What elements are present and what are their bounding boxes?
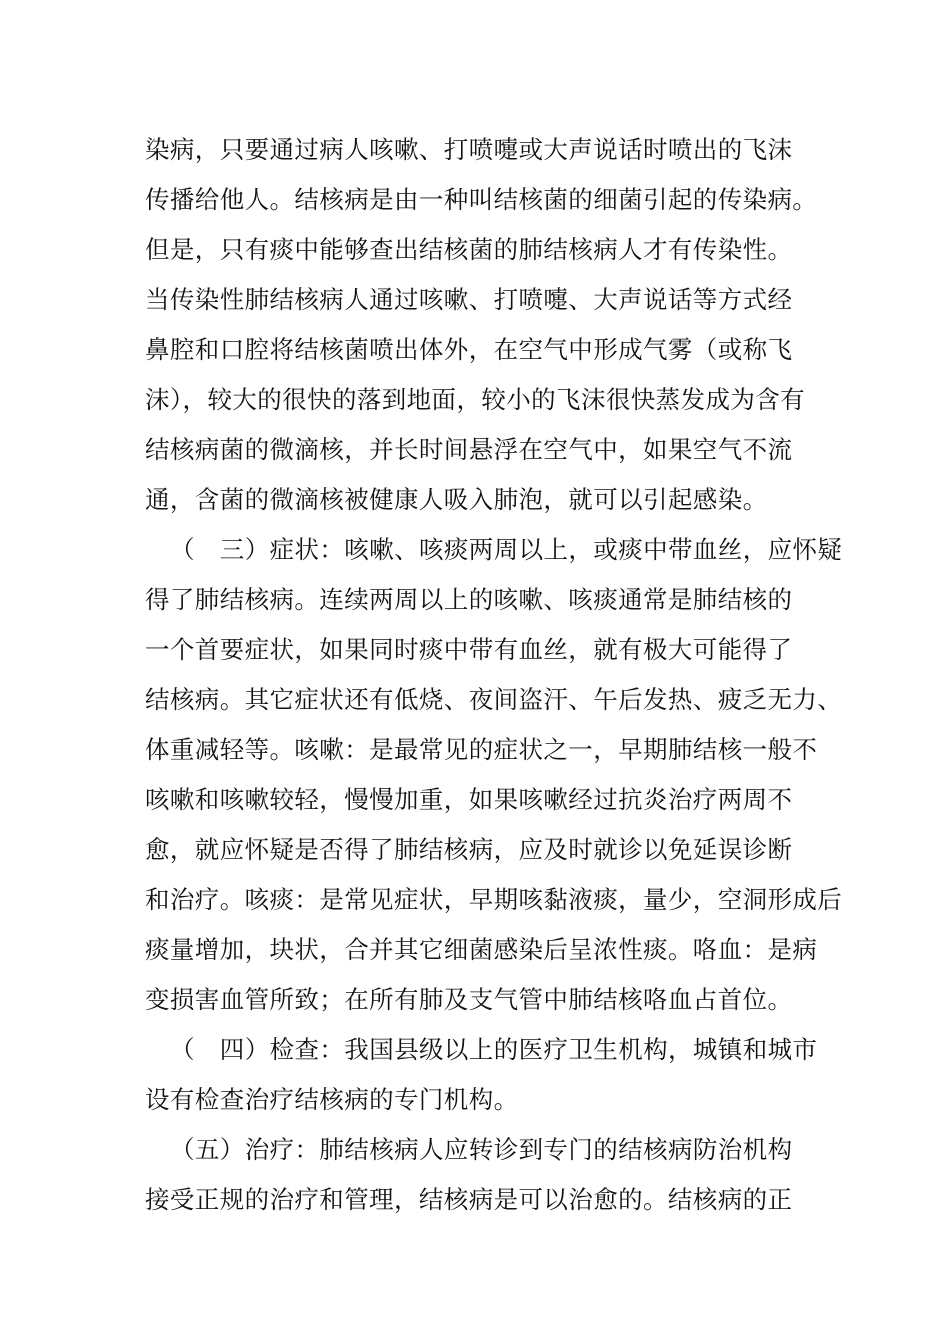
text-line-4: 当传染性肺结核病人通过咳嗽、打喷嚏、大声说话等方式经 <box>145 285 793 314</box>
text-line-18: 变损害血管所致；在所有肺及支气管中肺结核咯血占首位。 <box>145 985 793 1014</box>
text-line-3: 但是，只有痰中能够查出结核菌的肺结核病人才有传染性。 <box>145 235 793 264</box>
text-line-16: 和治疗。咳痰：是常见症状，早期咳黏液痰，量少，空洞形成后 <box>145 885 843 914</box>
text-line-14: 咳嗽和咳嗽较轻，慢慢加重，如果咳嗽经过抗炎治疗两周不 <box>145 785 793 814</box>
text-line-9: （ 三）症状：咳嗽、咳痰两周以上，或痰中带血丝，应怀疑 <box>170 535 843 564</box>
text-line-5: 鼻腔和口腔将结核菌喷出体外，在空气中形成气雾（或称飞 <box>145 335 793 364</box>
text-line-13: 体重减轻等。咳嗽：是最常见的症状之一，早期肺结核一般不 <box>145 735 818 764</box>
text-line-21: （五）治疗：肺结核病人应转诊到专门的结核病防治机构 <box>170 1135 793 1164</box>
text-line-8: 通，含菌的微滴核被健康人吸入肺泡，就可以引起感染。 <box>145 485 768 514</box>
text-line-2: 传播给他人。结核病是由一种叫结核菌的细菌引起的传染病。 <box>145 185 818 214</box>
text-line-17: 痰量增加，块状，合并其它细菌感染后呈浓性痰。咯血：是病 <box>145 935 818 964</box>
text-line-22: 接受正规的治疗和管理，结核病是可以治愈的。结核病的正 <box>145 1185 793 1214</box>
text-line-10: 得了肺结核病。连续两周以上的咳嗽、咳痰通常是肺结核的 <box>145 585 793 614</box>
text-line-6: 沫），较大的很快的落到地面，较小的飞沫很快蒸发成为含有 <box>145 385 806 414</box>
text-line-19: （ 四）检查：我国县级以上的医疗卫生机构，城镇和城市 <box>170 1035 818 1064</box>
text-line-1: 染病，只要通过病人咳嗽、打喷嚏或大声说话时喷出的飞沫 <box>145 135 793 164</box>
text-line-11: 一个首要症状，如果同时痰中带有血丝，就有极大可能得了 <box>145 635 793 664</box>
text-line-12: 结核病。其它症状还有低烧、夜间盗汗、午后发热、疲乏无力、 <box>145 685 843 714</box>
text-line-20: 设有检查治疗结核病的专门机构。 <box>145 1085 519 1114</box>
text-line-15: 愈，就应怀疑是否得了肺结核病，应及时就诊以免延误诊断 <box>145 835 793 864</box>
text-line-7: 结核病菌的微滴核，并长时间悬浮在空气中，如果空气不流 <box>145 435 793 464</box>
